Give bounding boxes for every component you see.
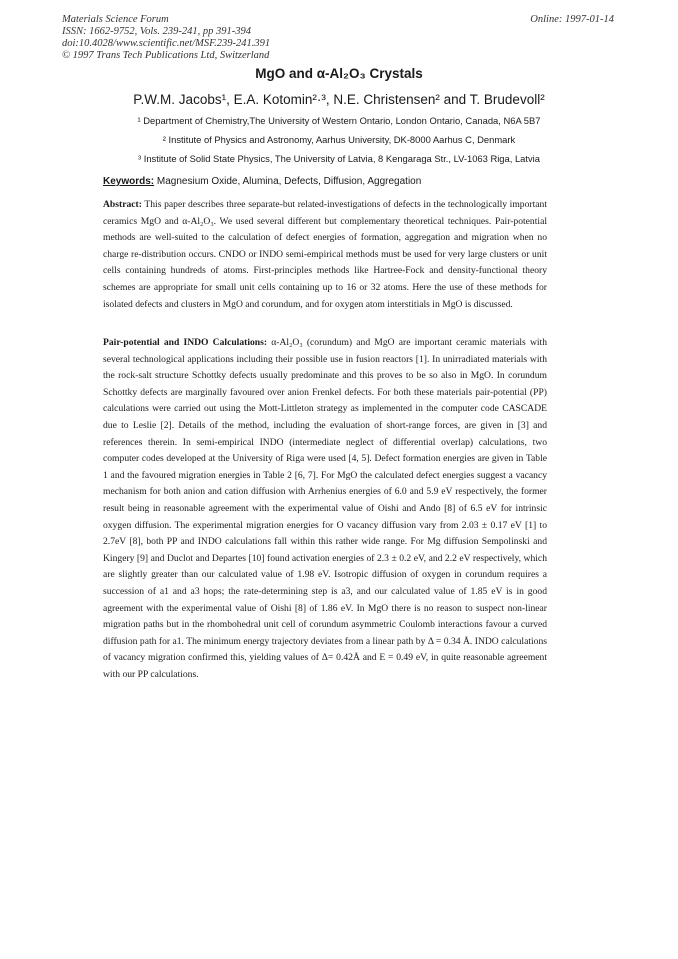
affiliation-1: ¹ Department of Chemistry,The University of Western Ontario, London Ontario, Canada, N6A 5B7 xyxy=(137,115,541,126)
journal-name: Materials Science Forum xyxy=(62,14,169,25)
keywords-label: Keywords: xyxy=(103,176,155,187)
issn-line: ISSN: 1662-9752, Vols. 239-241, pp 391-394 xyxy=(62,26,251,37)
section-pair-potential xyxy=(103,335,547,683)
keywords-text: Magnesium Oxide, Alumina, Defects, Diffusion, Aggregation xyxy=(156,176,422,187)
abstract-text: This paper describes three separate-but related-investigations of defects in the technologically important ceramics MgO and α-Al₂O₃. We used several different but complementary theoretical techniques. Pair-potential methods are well-suited to the calculation of defect energies of formation, aggregation and migration when no charge re-distribution occurs. CNDO or INDO semi-empirical methods must be used for very large clusters or unit cells containing hundreds of atoms. First-principles methods like Hartree-Fock and density-functional theory schemes are appropriate for small unit cells containing up to 16 or 32 atoms. Here the use of these methods for isolated defects and clusters in MgO and corundum, and for oxygen atom interstitials in MgO is discussed. xyxy=(103,199,547,310)
doi-line: doi:10.4028/www.scientific.net/MSF.239-241.391 xyxy=(62,38,271,49)
section-text: α-Al₂O₃ (corundum) and MgO are important ceramic materials with several technological applications including their possible use in fusion reactors [1]. In unirradiated materials with the rock-salt structure Schottky defects usually predominate and this proves to be so also in MgO. In corundum Schottky defects are marginally favoured over anion Frenkel defects. For both these materials pair-potential (PP) calculations were carried out using the Mott-Littleton strategy as implemented in the computer code CASCADE due to Leslie [2]. Details of the method, including the evaluation of short-range forces, are given in [3] and references therein. In semi-empirical INDO (intermediate neglect of differential overlap) calculations, two computer codes developed at the University of Riga were used [4, 5]. Defect formation energies are given in Table 1 and the favoured migration energies in Table 2 [6, 7]. For MgO the calculated defect energies suggest a vacancy mechanism for both anion and cation diffusion with Arrhenius energies of 6.0 and 5.9 eV respectively, the former result being in reasonable agreement with the experimental value of Oishi and Ando [8] of 6.5 eV for intrinsic oxygen diffusion. The experimental migration energies for O vacancy diffusion vary from 2.03 ± 0.17 eV [1] to 2.7eV [8], both PP and INDO calculations fall within this rather wide range. For Mg diffusion Sempolinski and Kingery [9] and Duclot and Departes [10] found activation energies of 2.3 ± 0.2 eV, and 2.2 eV respectively, which are slightly greater than our calculated value of 1.98 eV. Isotropic diffusion of oxygen in corundum requires a succession of a1 and a3 hops; the rate-determining step is a3, and our calculated value of 1.85 eV is in good agreement with the experimental value of Oishi [8] of 1.86 eV. In MgO there is no reason to suspect non-linear migration paths but in the rhombohedral unit cell of corundum asymmetric Coulomb interactions favour a curved diffusion path for a1. The minimum energy trajectory deviates from a linear path by Δ = 0.34 Å. INDO calculations of vacancy migration confirmed this, yielding values of Δ= 0.42Å and E = 0.49 eV, in quite reasonable agreement with our PP calculations. xyxy=(103,337,547,680)
author-list: P.W.M. Jacobs¹, E.A. Kotomin²·³, N.E. Christensen² and T. Brudevoll² xyxy=(133,92,545,107)
affiliation-2: ² Institute of Physics and Astronomy, Aarhus University, DK-8000 Aarhus C, Denmark xyxy=(162,134,516,145)
copyright-line: © 1997 Trans Tech Publications Ltd, Switzerland xyxy=(62,50,270,61)
paper-title: MgO and α-Al₂O₃ Crystals xyxy=(255,66,423,81)
affiliation-3: ³ Institute of Solid State Physics, The University of Latvia, 8 Kengaraga Str., LV-1063 Riga, Latvia xyxy=(138,153,540,164)
section-heading: Pair-potential and INDO Calculations: xyxy=(103,337,268,348)
online-date: Online: 1997-01-14 xyxy=(530,14,614,25)
abstract-label: Abstract: xyxy=(103,199,142,210)
abstract-paragraph xyxy=(103,197,547,313)
page-header xyxy=(62,14,270,62)
keywords xyxy=(103,176,421,187)
